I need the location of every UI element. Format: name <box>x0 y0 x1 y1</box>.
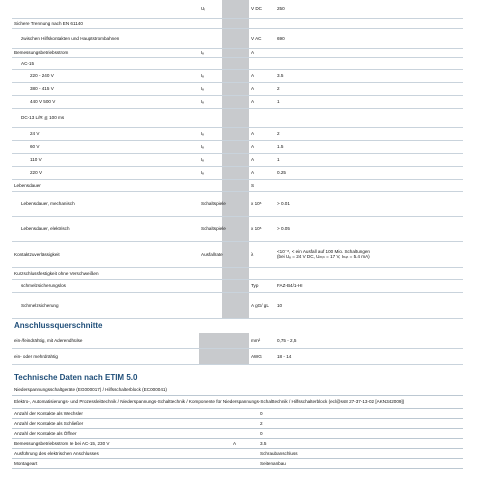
tech-row-symbol: Iₑ <box>199 127 222 140</box>
tech-row-unit <box>249 57 275 69</box>
tech-row-description: 24 V <box>12 127 199 140</box>
tech-row-description: Schmelzsicherung <box>12 292 199 318</box>
technical-data-table <box>12 0 463 319</box>
tech-row-description: Lebensdauer <box>12 179 199 191</box>
etim-row <box>12 438 463 448</box>
tech-row-unit: A <box>249 140 275 153</box>
tech-row-value: 1 <box>275 95 463 108</box>
tech-row-unit: A gG/ gL <box>249 292 275 318</box>
etim-row-value: 0 <box>258 428 463 438</box>
tech-row-unit: A <box>249 166 275 179</box>
tech-row-unit: x 10⁶ <box>249 216 275 241</box>
tech-row-symbol: Ausfallrate <box>199 241 222 267</box>
tech-row <box>12 140 463 153</box>
tech-row-symbol <box>199 18 222 28</box>
tech-row-value: > 0.05 <box>275 216 463 241</box>
cross-section-row <box>12 349 463 365</box>
tech-row-unit: A <box>249 48 275 57</box>
tech-row-unit: A <box>249 153 275 166</box>
tech-row-spacer <box>222 216 249 241</box>
tech-row-unit: V DC <box>249 0 275 18</box>
tech-row <box>12 267 463 279</box>
tech-row-description: 380 - 415 V <box>12 82 199 95</box>
tech-row-spacer <box>222 292 249 318</box>
tech-row-description: DC-13 L/R ≦ 100 ms <box>12 108 199 127</box>
tech-row-description: 220 V <box>12 166 199 179</box>
cross-section-spacer <box>199 349 222 365</box>
tech-row <box>12 108 463 127</box>
tech-row <box>12 153 463 166</box>
tech-row-symbol <box>199 279 222 292</box>
etim-row-value: 0 <box>258 408 463 418</box>
tech-row-spacer <box>222 241 249 267</box>
tech-row-spacer <box>222 279 249 292</box>
tech-row-symbol: Iₑ <box>199 95 222 108</box>
tech-row-value: 3.5 <box>275 69 463 82</box>
section-title-anschlussquerschnitte: Anschlussquerschnitte <box>14 320 103 330</box>
tech-row-value: 2 <box>275 82 463 95</box>
tech-row-spacer <box>222 0 249 18</box>
tech-row-symbol: Schaltspiele <box>199 191 222 216</box>
tech-row-unit: x 10⁶ <box>249 191 275 216</box>
tech-row-value: > 0.01 <box>275 191 463 216</box>
tech-row-description: 60 V <box>12 140 199 153</box>
tech-row-description: Sichere Trennung nach EN 61140 <box>12 18 199 28</box>
etim-row-description: Anzahl der Kontakte als Schließer <box>12 418 231 428</box>
tech-row-symbol <box>199 108 222 127</box>
tech-row-unit: A <box>249 95 275 108</box>
tech-row-symbol: Schaltspiele <box>199 216 222 241</box>
connection-cross-section-table <box>12 333 463 366</box>
tech-row <box>12 279 463 292</box>
tech-row-unit: A <box>249 82 275 95</box>
tech-row-description: Kurzschlussfestigkeit ohne Verschweißen <box>12 267 199 279</box>
section-title-etim: Technische Daten nach ETIM 5.0 <box>14 373 138 382</box>
tech-row-value: 1 <box>275 153 463 166</box>
tech-row-spacer <box>222 108 249 127</box>
tech-row-spacer <box>222 166 249 179</box>
etim-row-unit <box>231 418 258 428</box>
cross-section-spacer <box>222 349 249 365</box>
etim-class-row <box>12 395 463 408</box>
etim-row-description: Montageart <box>12 458 231 468</box>
tech-row-value: 250 <box>275 0 463 18</box>
etim-row-description: Anzahl der Kontakte als Öffner <box>12 428 231 438</box>
tech-row-value <box>275 267 463 279</box>
tech-row-unit <box>249 108 275 127</box>
etim-row-unit: A <box>231 438 258 448</box>
tech-row <box>12 216 463 241</box>
tech-row-spacer <box>222 191 249 216</box>
etim-row-value: Schraubanschluss <box>258 448 463 458</box>
etim-row <box>12 458 463 468</box>
tech-row <box>12 82 463 95</box>
tech-row-value: 690 <box>275 28 463 48</box>
cross-section-unit: mm² <box>249 333 275 349</box>
tech-row-spacer <box>222 28 249 48</box>
tech-row-spacer <box>222 153 249 166</box>
tech-row-value: 1.5 <box>275 140 463 153</box>
tech-row-value <box>275 48 463 57</box>
tech-row-symbol <box>199 57 222 69</box>
datasheet-page <box>12 0 463 483</box>
etim-row-unit <box>231 408 258 418</box>
cross-section-value: 18 - 14 <box>275 349 463 365</box>
tech-row-unit <box>249 267 275 279</box>
tech-row <box>12 241 463 267</box>
tech-row <box>12 0 463 18</box>
etim-row-unit <box>231 448 258 458</box>
tech-row-symbol <box>199 28 222 48</box>
tech-row-spacer <box>222 140 249 153</box>
tech-row <box>12 179 463 191</box>
tech-row-spacer <box>222 82 249 95</box>
tech-row-value: FAZ-B4/1-HI <box>275 279 463 292</box>
tech-row <box>12 18 463 28</box>
cross-section-unit: AWG <box>249 349 275 365</box>
tech-row-symbol: Iₑ <box>199 166 222 179</box>
tech-row-description: Lebensdauer, elektrisch <box>12 216 199 241</box>
tech-row-value <box>275 18 463 28</box>
tech-row-symbol <box>199 292 222 318</box>
etim-row <box>12 428 463 438</box>
tech-row-description: 110 V <box>12 153 199 166</box>
tech-row-description: Lebensdauer, mechanisch <box>12 191 199 216</box>
tech-row-symbol <box>199 267 222 279</box>
cross-section-description: ein- oder mehrdrähtig <box>12 349 199 365</box>
etim-row-value: 2 <box>258 418 463 428</box>
tech-row-description: AC-15 <box>12 57 199 69</box>
tech-row <box>12 127 463 140</box>
tech-row-value: 10 <box>275 292 463 318</box>
tech-row-unit: Typ <box>249 279 275 292</box>
etim-row-value: Seitenanbau <box>258 458 463 468</box>
etim-row-value: 3.5 <box>258 438 463 448</box>
cross-section-spacer <box>199 333 222 349</box>
tech-row-value: 0.25 <box>275 166 463 179</box>
tech-row-unit: V AC <box>249 28 275 48</box>
tech-row-value <box>275 179 463 191</box>
tech-row-value <box>275 57 463 69</box>
etim-data-table <box>12 385 463 469</box>
tech-row-unit: S <box>249 179 275 191</box>
cross-section-spacer <box>222 333 249 349</box>
etim-class-text: Elektro-, Automatisierungs- und Prozessleittechnik / Niederspannungs-Schalttechnik / Komponente für Niederspannungs-Schalttechnik / Hilfsschalterblock (ecl@ss8 27-37-13-02 [AKN342009]) <box>12 395 463 408</box>
tech-row-unit: A <box>249 69 275 82</box>
tech-row <box>12 191 463 216</box>
cross-section-description: ein-/feindrähtig, mit Aderendhülse <box>12 333 199 349</box>
tech-row-spacer <box>222 95 249 108</box>
cross-section-value: 0,75 - 2,5 <box>275 333 463 349</box>
tech-row-description: Kontaktzuverlässigkeit <box>12 241 199 267</box>
tech-row-spacer <box>222 48 249 57</box>
tech-row <box>12 69 463 82</box>
tech-row-spacer <box>222 18 249 28</box>
tech-row-spacer <box>222 57 249 69</box>
etim-header-text: Niederspannungsschaltgeräte (EG000017) / Hilfsschalterblock (EC000041) <box>12 385 463 395</box>
tech-row-spacer <box>222 127 249 140</box>
tech-row-value: <10⁻⁸, < ein Ausfall auf 100 Mio. Schaltungen (bei Uₑ = 24 V DC, Uₘᵢₙ = 17 V, Iₘᵢₙ = 5.4 mA) <box>275 241 463 267</box>
etim-row-description: Bemessungsbetriebsstrom Ie bei AC-15, 230 V <box>12 438 231 448</box>
etim-row-unit <box>231 428 258 438</box>
tech-row-description: 440 V 500 V <box>12 95 199 108</box>
tech-row-spacer <box>222 69 249 82</box>
etim-row <box>12 408 463 418</box>
tech-row-spacer <box>222 267 249 279</box>
etim-row <box>12 448 463 458</box>
tech-row-description: Bemessungsbetriebsstrom <box>12 48 199 57</box>
tech-row-description: schmelzsicherungslos <box>12 279 199 292</box>
tech-row-description: 220 - 240 V <box>12 69 199 82</box>
tech-row <box>12 292 463 318</box>
tech-row <box>12 95 463 108</box>
tech-row-description: zwischen Hilfskontakten und Hauptstrombahnen <box>12 28 199 48</box>
etim-row-unit <box>231 458 258 468</box>
tech-row-symbol: Iₑ <box>199 82 222 95</box>
tech-row-symbol: Iₑ <box>199 140 222 153</box>
etim-row-description: Anzahl der Kontakte als Wechsler <box>12 408 231 418</box>
tech-row-unit <box>249 18 275 28</box>
tech-row <box>12 48 463 57</box>
tech-row-value: 2 <box>275 127 463 140</box>
tech-row-unit: A <box>249 127 275 140</box>
tech-row-symbol: Iₑ <box>199 153 222 166</box>
cross-section-row <box>12 333 463 349</box>
etim-header-row <box>12 385 463 395</box>
tech-row <box>12 166 463 179</box>
tech-row <box>12 57 463 69</box>
tech-row-symbol: Uᵢ <box>199 0 222 18</box>
tech-row-value <box>275 108 463 127</box>
tech-row-symbol: Iₑ <box>199 48 222 57</box>
etim-row-description: Ausführung des elektrischen Anschlusses <box>12 448 231 458</box>
tech-row <box>12 28 463 48</box>
tech-row-description <box>12 0 199 18</box>
tech-row-spacer <box>222 179 249 191</box>
tech-row-symbol: Iₑ <box>199 69 222 82</box>
tech-row-unit: λ <box>249 241 275 267</box>
etim-row <box>12 418 463 428</box>
tech-row-symbol <box>199 179 222 191</box>
